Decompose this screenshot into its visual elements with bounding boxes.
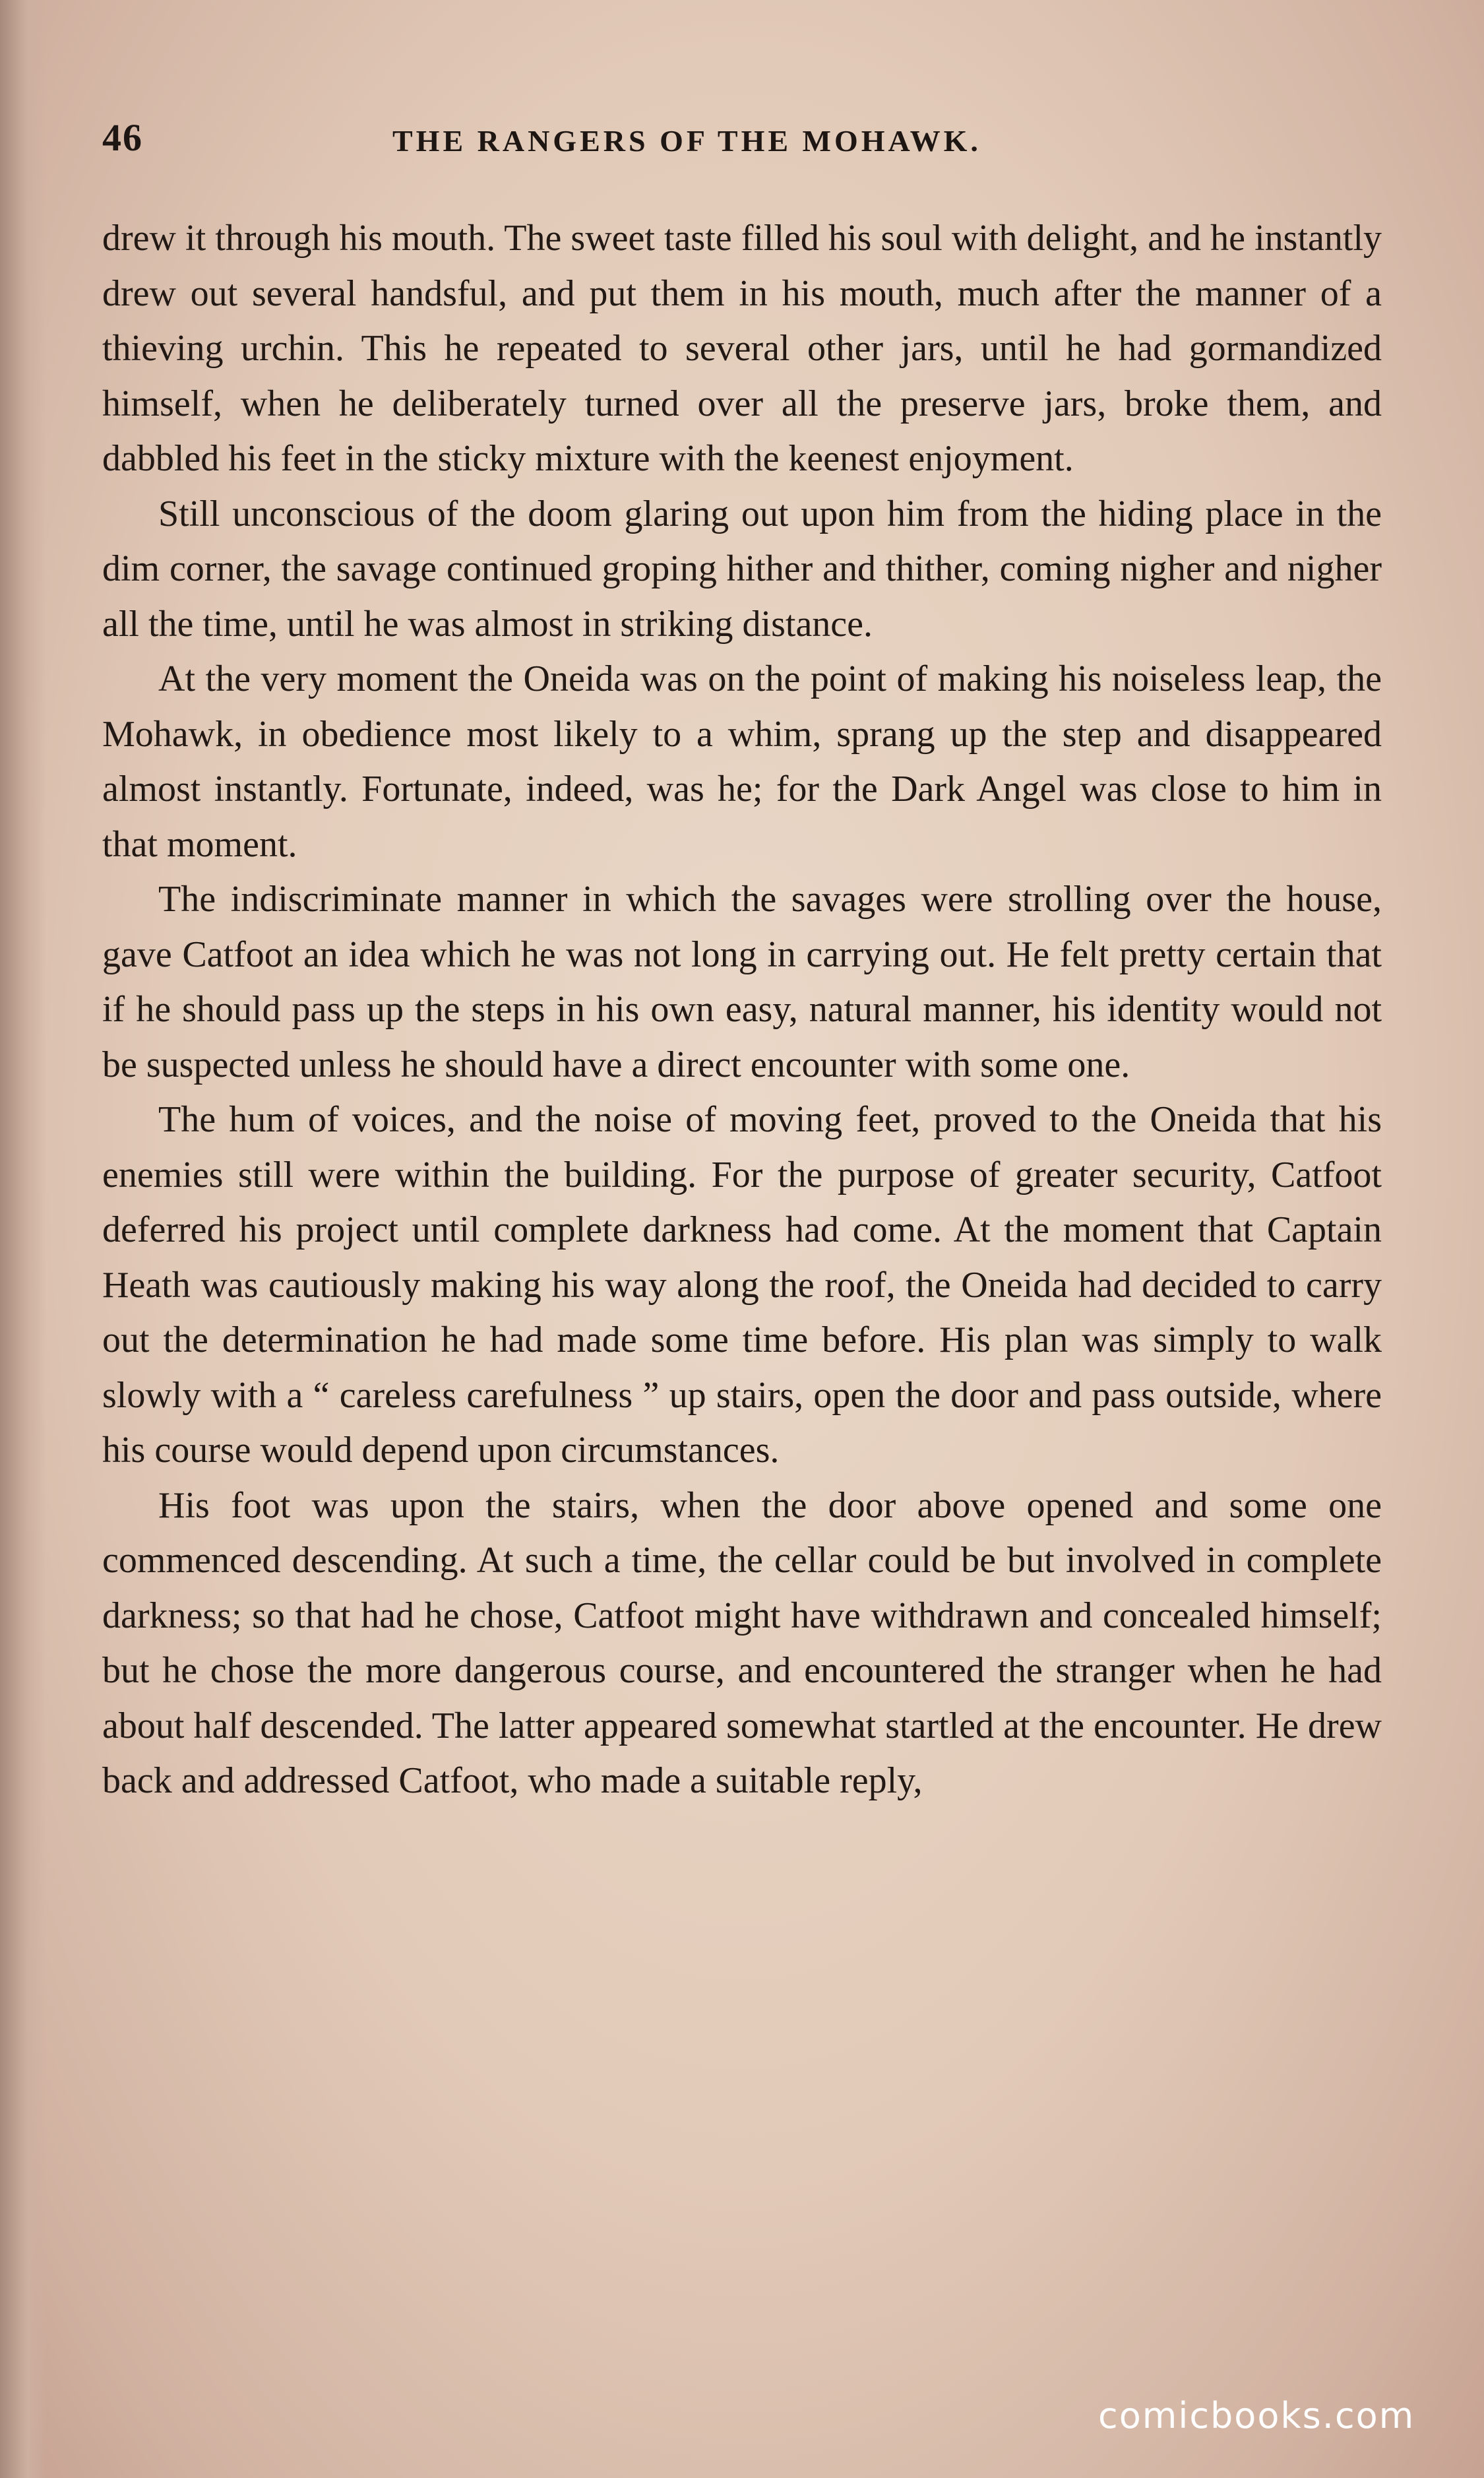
paragraph-5: The hum of voices, and the noise of moving feet, proved to the Oneida that his enemies still were within the building. For the purpose of greater security, Catfoot deferred his project until complete darkness had come. At the moment that Captain Heath was cautiously making his way along the roof, the Oneida had decided to carry out the determination he had made some time before. His plan was simply to walk slowly with a “ careless carefulness ” up stairs, open the door and pass outside, where his course would depend upon circumstances.	[102, 1099, 1382, 1471]
paragraph-4: The indiscriminate manner in which the savages were strolling over the house, gave Catfoot an idea which he was not long in carrying out. He felt pretty certain that if he should pass up the steps in his own easy, natural manner, his identity would not be suspected unless he should have a direct encounter with some one.	[102, 879, 1382, 1085]
body-text	[102, 211, 1382, 1809]
watermark: comicbooks.com	[1098, 2395, 1415, 2436]
paragraph-2: Still unconscious of the doom glaring out upon him from the hiding place in the dim corner, the savage continued groping hither and thither, coming nigher and nigher all the time, until he was almost in striking distance.	[102, 493, 1382, 645]
paragraph-6: His foot was upon the stairs, when the door above opened and some one commenced descending. At such a time, the cellar could be but involved in complete darkness; so that had he chose, Catfoot might have withdrawn and concealed himself; but he chose the more dangerous course, and encountered the stranger when he had about half descended. The latter appeared somewhat startled at the encounter. He drew back and addressed Catfoot, who made a suitable reply,	[102, 1484, 1382, 1801]
page-number: 46	[102, 116, 143, 159]
paragraph-3: At the very moment the Oneida was on the point of making his noiseless leap, the Mohawk, in obedience most likely to a whim, sprang up the step and disappeared almost instantly. Fortunate, indeed, was he; for the Dark Angel was close to him in that moment.	[102, 658, 1382, 865]
paragraph-1: drew it through his mouth. The sweet taste filled his soul with delight, and he instantly drew out several handsful, and put them in his mouth, much after the manner of a thieving urchin. This he repeated to several other jars, until he had gormandized himself, when he deliberately turned over all the preserve jars, broke them, and dabbled his feet in the sticky mixture with the keenest enjoyment.	[102, 218, 1382, 479]
page-binding-shadow	[0, 0, 46, 2478]
page-header	[102, 115, 1382, 175]
running-head: THE RANGERS OF THE MOHAWK.	[392, 124, 981, 158]
